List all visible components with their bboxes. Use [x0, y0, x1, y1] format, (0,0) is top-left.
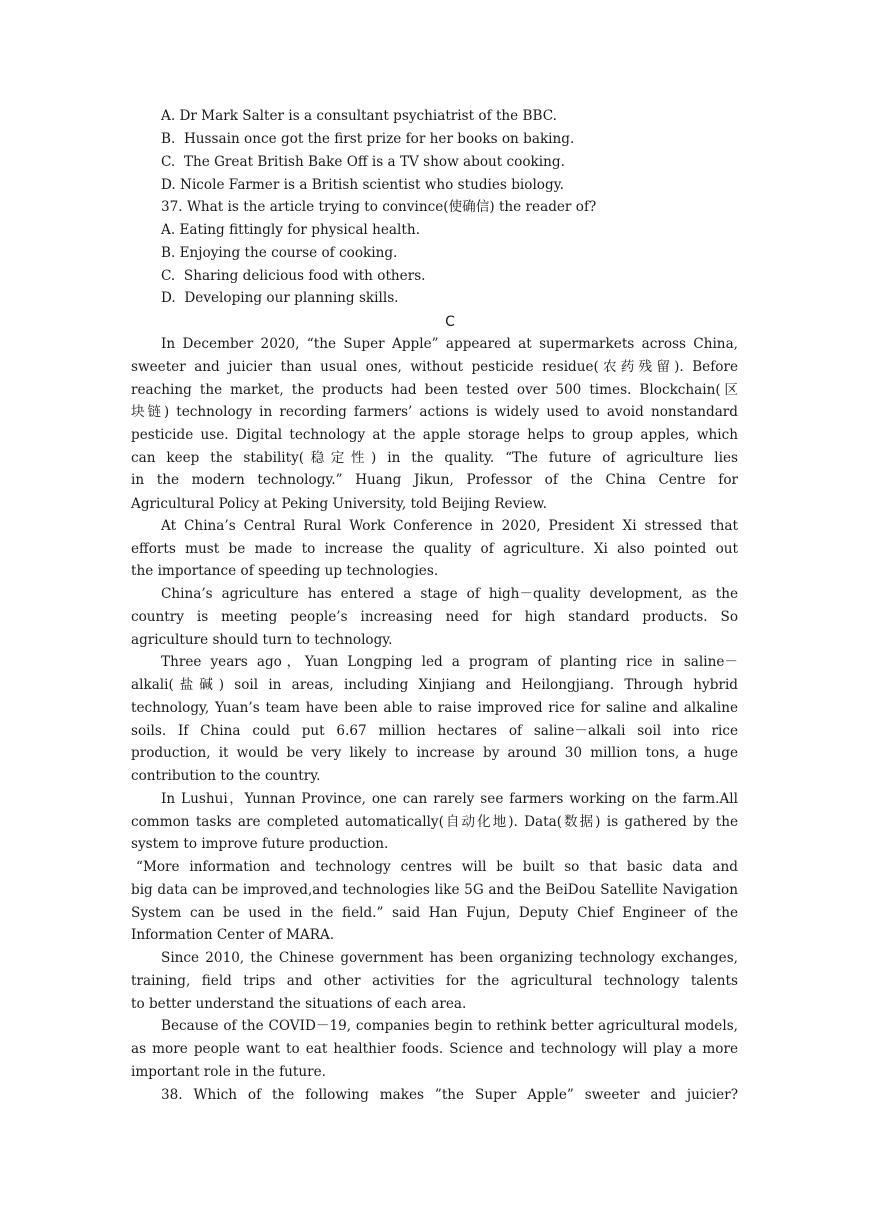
option-d: D. Nicole Farmer is a British scientist who studies biology. — [161, 177, 564, 193]
passage-line: In Lushui，Yunnan Province, one can rarely see farmers working on the farm.All — [161, 791, 738, 807]
passage-line: country is meeting people’s increasing need for high standard products. So — [131, 609, 738, 625]
passage-line: Agricultural Policy at Peking University, told Beijing Review. — [131, 496, 548, 512]
passage-line: important role in the future. — [131, 1064, 326, 1080]
option-b: B. Hussain once got the first prize for her books on baking. — [161, 131, 575, 147]
passage-line: reaching the market, the products had been tested over 500 times. Blockchain(区 — [131, 382, 738, 398]
passage-line: “More information and technology centres will be built so that basic data and — [136, 859, 738, 875]
question-37: 37. What is the article trying to convince(使确信) the reader of? — [161, 199, 597, 215]
passage-line: big data can be improved,and technologies like 5G and the BeiDou Satellite Navigation — [131, 882, 738, 898]
q37-option-d: D. Developing our planning skills. — [161, 290, 399, 306]
passage-line: soils. If China could put 6.67 million hectares of saline－alkali soil into rice — [131, 723, 738, 739]
passage-line: Because of the COVID－19, companies begin to rethink better agricultural models, — [161, 1018, 738, 1034]
passage-line: efforts must be made to increase the quality of agriculture. Xi also pointed out — [131, 541, 738, 557]
passage-line: contribution to the country. — [131, 768, 321, 784]
passage-line: training, field trips and other activities for the agricultural technology talents — [131, 973, 738, 989]
passage-line: common tasks are completed automatically(自动化地). Data(数据) is gathered by the — [131, 814, 738, 830]
option-c: C. The Great British Bake Off is a TV show about cooking. — [161, 154, 565, 170]
passage-line: can keep the stability(稳定性) in the quality. “The future of agriculture lies — [131, 450, 738, 466]
passage-line: system to improve future production. — [131, 836, 389, 852]
passage-line: in the modern technology.” Huang Jikun, Professor of the China Centre for — [131, 472, 738, 488]
passage-line: technology, Yuan’s team have been able to raise improved rice for saline and alkaline — [131, 700, 738, 716]
q37-option-c: C. Sharing delicious food with others. — [161, 268, 426, 284]
passage-line: Information Center of MARA. — [131, 927, 335, 943]
passage-line: Three years ago，Yuan Longping led a program of planting rice in saline－ — [161, 654, 738, 670]
passage-line: China’s agriculture has entered a stage of high－quality development, as the — [161, 586, 738, 602]
passage-line: to better understand the situations of each area. — [131, 996, 467, 1012]
passage-line: System can be used in the field.” said Han Fujun, Deputy Chief Engineer of the — [131, 905, 738, 921]
passage-line: the importance of speeding up technologies. — [131, 563, 439, 579]
passage-line: At China’s Central Rural Work Conference in 2020, President Xi stressed that — [161, 518, 738, 534]
passage-line: pesticide use. Digital technology at the apple storage helps to group apples, which — [131, 427, 738, 443]
passage-line: 块链) technology in recording farmers’ actions is widely used to avoid nonstandard — [131, 404, 738, 420]
passage-line: as more people want to eat healthier foods. Science and technology will play a more — [131, 1041, 738, 1057]
option-a: A. Dr Mark Salter is a consultant psychiatrist of the BBC. — [161, 108, 557, 124]
passage-line: alkali(盐碱) soil in areas, including Xinjiang and Heilongjiang. Through hybrid — [131, 677, 738, 693]
section-heading: C — [445, 314, 455, 330]
passage-line: sweeter and juicier than usual ones, without pesticide residue(农药残留). Before — [131, 359, 738, 375]
passage-line: production, it would be very likely to increase by around 30 million tons, a huge — [131, 745, 738, 761]
q37-option-a: A. Eating fittingly for physical health. — [161, 222, 420, 238]
question-38: 38. Which of the following makes ”the Super Apple” sweeter and juicier? — [161, 1087, 738, 1103]
passage-line: Since 2010, the Chinese government has been organizing technology exchanges, — [161, 950, 738, 966]
passage-line: In December 2020, “the Super Apple” appeared at supermarkets across China, — [161, 336, 738, 352]
q37-option-b: B. Enjoying the course of cooking. — [161, 245, 398, 261]
passage-line: agriculture should turn to technology. — [131, 632, 393, 648]
